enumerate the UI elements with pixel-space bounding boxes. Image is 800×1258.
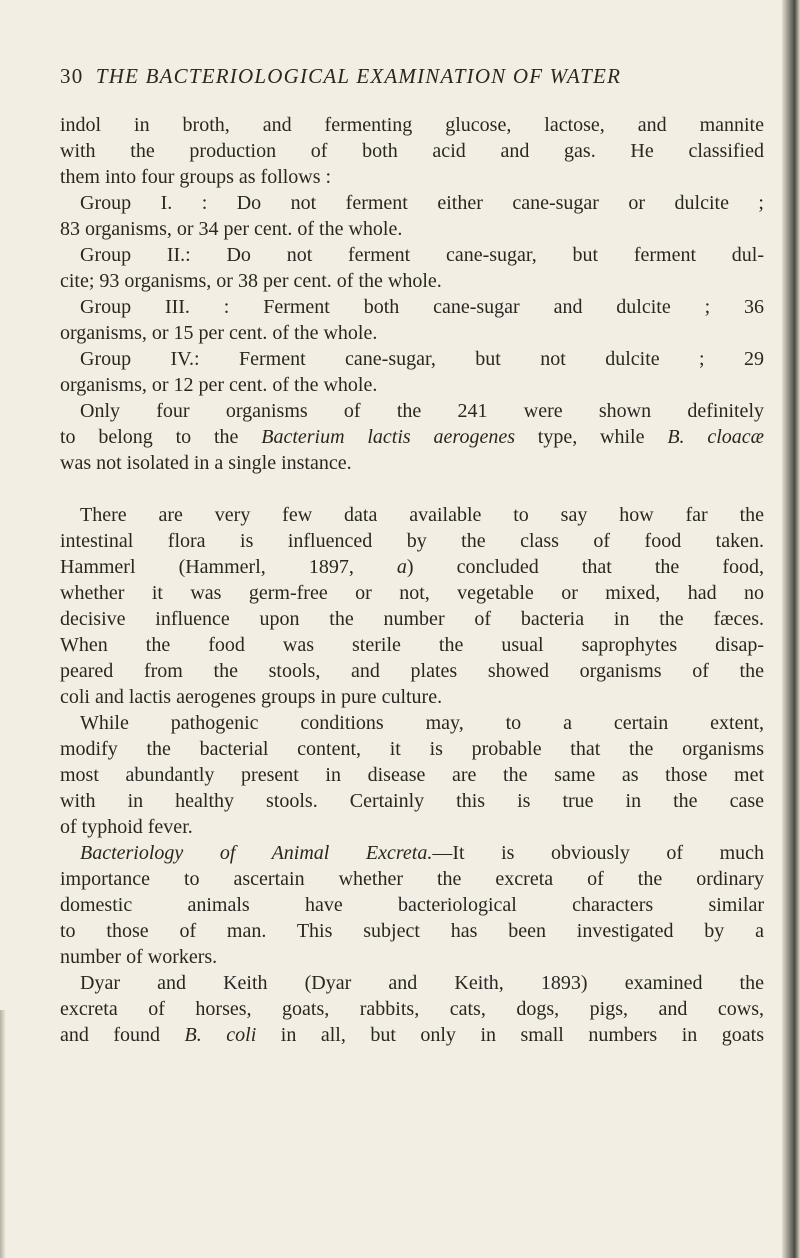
text-line <box>60 840 764 866</box>
paragraph <box>60 502 764 710</box>
text-segment: Hammerl (Hammerl, 1897, <box>60 556 397 578</box>
text-line: with the production of both acid and gas. He classified <box>60 140 764 162</box>
text-segment: —It is obviously of much <box>432 842 765 864</box>
text-line: When the food was sterile the usual saprophytes disap- <box>60 634 764 656</box>
italic-segment: a <box>396 556 407 578</box>
text-line: Dyar and Keith (Dyar and Keith, 1893) examined the <box>80 972 764 994</box>
text-line: importance to ascertain whether the excreta of the ordinary <box>60 868 764 890</box>
text-line: was not isolated in a single instance. <box>60 452 352 474</box>
text-line: peared from the stools, and plates showed organisms of the <box>60 660 764 682</box>
text-segment: ) concluded that the food, <box>406 556 765 578</box>
text-line: While pathogenic conditions may, to a certain extent, <box>80 712 764 734</box>
running-title: THE BACTERIOLOGICAL EXAMINATION OF WATER <box>95 64 622 88</box>
page-left-shadow <box>0 1010 6 1258</box>
paragraph <box>60 190 764 242</box>
text-line: organisms, or 12 per cent. of the whole. <box>60 374 378 396</box>
text-line: coli and lactis aerogenes groups in pure culture. <box>60 686 443 708</box>
text-line: most abundantly present in disease are the same as those met <box>60 764 764 786</box>
text-line <box>60 554 764 580</box>
paragraph <box>60 710 764 840</box>
text-line: Group I. : Do not ferment either cane-sugar or dulcite ; <box>80 192 764 214</box>
text-line: to those of man. This subject has been investigated by a <box>60 920 764 942</box>
italic-segment: B. coli <box>184 1024 257 1046</box>
text-line <box>60 1022 764 1048</box>
text-line: intestinal flora is influenced by the class of food taken. <box>60 530 764 552</box>
text-line: excreta of horses, goats, rabbits, cats, dogs, pigs, and cows, <box>60 998 764 1020</box>
text-line: indol in broth, and fermenting glucose, lactose, and mannite <box>60 114 764 136</box>
text-line: domestic animals have bacteriological characters similar <box>60 894 764 916</box>
text-line <box>60 424 764 450</box>
text-line: decisive influence upon the number of bacteria in the fæces. <box>60 608 764 630</box>
paragraph <box>60 398 764 476</box>
paragraph <box>60 242 764 294</box>
text-line: organisms, or 15 per cent. of the whole. <box>60 322 378 344</box>
text-line: of typhoid fever. <box>60 816 193 838</box>
text-segment: to belong to the <box>60 426 262 448</box>
page-binding-edge <box>782 0 800 1258</box>
running-head <box>60 64 760 89</box>
body-text <box>60 112 764 1048</box>
text-line: cite; 93 organisms, or 38 per cent. of the whole. <box>60 270 442 292</box>
text-line: Group III. : Ferment both cane-sugar and dulcite ; 36 <box>80 296 764 318</box>
page-number: 30 <box>60 64 84 88</box>
text-segment: in all, but only in small numbers in goats <box>256 1024 764 1046</box>
text-line: number of workers. <box>60 946 218 968</box>
text-line: modify the bacterial content, it is probable that the organisms <box>60 738 764 760</box>
paragraph-gap <box>60 476 764 502</box>
paragraph <box>60 294 764 346</box>
text-line: Group II.: Do not ferment cane-sugar, but ferment dul- <box>80 244 764 266</box>
italic-segment: Bacterium lactis aerogenes <box>261 426 515 448</box>
text-line: Only four organisms of the 241 were shown definitely <box>80 400 764 422</box>
italic-segment: B. cloacæ <box>667 426 764 448</box>
paragraph <box>60 112 764 190</box>
text-line: with in healthy stools. Certainly this is true in the case <box>60 790 764 812</box>
text-segment: type, while <box>514 426 668 448</box>
text-line: 83 organisms, or 34 per cent. of the whole. <box>60 218 403 240</box>
text-segment: and found <box>60 1024 185 1046</box>
text-line: There are very few data available to say how far the <box>80 504 764 526</box>
text-line: Group IV.: Ferment cane-sugar, but not dulcite ; 29 <box>80 348 764 370</box>
paragraph <box>60 346 764 398</box>
paragraph <box>60 840 764 970</box>
text-line: whether it was germ-free or not, vegetable or mixed, had no <box>60 582 764 604</box>
italic-segment: Bacteriology of Animal Excreta. <box>80 842 433 864</box>
text-line: them into four groups as follows : <box>60 166 332 188</box>
paragraph <box>60 970 764 1048</box>
